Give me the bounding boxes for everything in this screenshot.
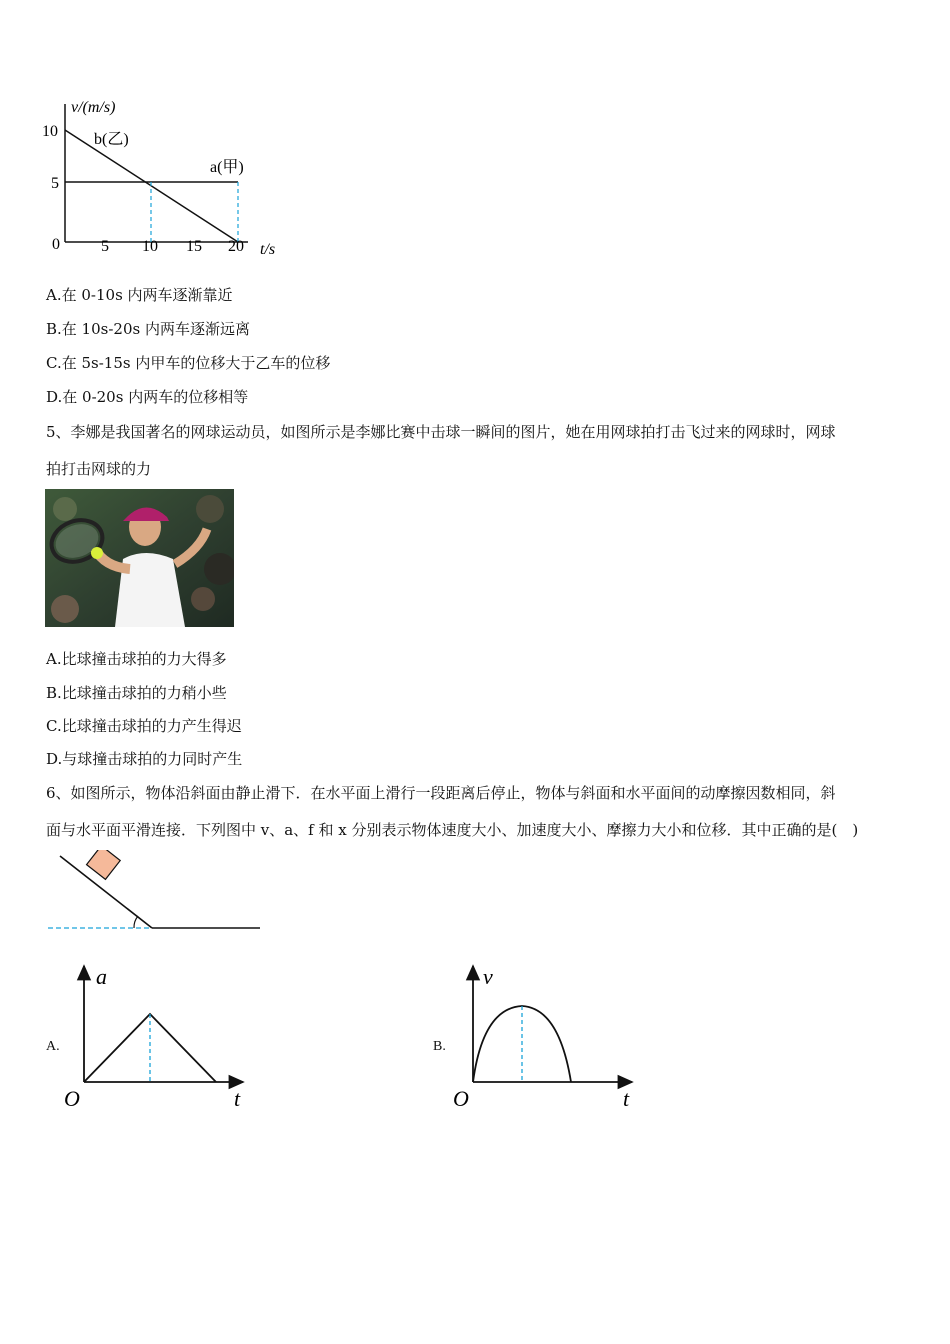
- x-tick-15: 15: [186, 238, 202, 255]
- graph-a-y-label: a: [96, 964, 107, 989]
- q5-question-line1: 5、李娜是我国著名的网球运动员，如图所示是李娜比赛中击球一瞬间的图片，她在用网球拍打击飞过来的网球时，网球: [46, 423, 836, 441]
- y-axis-label: v/(m/s): [71, 99, 116, 116]
- q6-question-line2: 面与水平面平滑连接．下列图中 v、a、f 和 x 分别表示物体速度大小、加速度大小、摩擦力大小和位移．其中正确的是( ): [46, 821, 859, 839]
- q6-option-b-label: B.: [433, 1039, 446, 1054]
- tennis-player-photo: [45, 489, 234, 627]
- q5-option-a: A.比球撞击球拍的力大得多: [46, 650, 227, 668]
- q6-option-a-label: A.: [46, 1039, 60, 1054]
- q4-option-c: C.在 5s-15s 内甲车的位移大于乙车的位移: [46, 354, 331, 372]
- vt-graph: [38, 92, 288, 262]
- q4-option-b: B.在 10s-20s 内两车逐渐远离: [46, 320, 250, 338]
- y-tick-10: 10: [42, 123, 58, 140]
- incline-diagram: [46, 850, 266, 935]
- x-axis-label: t/s: [260, 241, 276, 258]
- graph-a-x-label: t: [234, 1086, 241, 1110]
- graph-b-x-label: t: [623, 1086, 630, 1110]
- q5-option-d: D.与球撞击球拍的力同时产生: [46, 750, 243, 768]
- q4-option-d: D.在 0-20s 内两车的位移相等: [46, 388, 249, 406]
- x-tick-5: 5: [101, 238, 109, 255]
- q5-question-line2: 拍打击网球的力: [46, 460, 152, 478]
- q6-question-line1: 6、如图所示，物体沿斜面由静止滑下．在水平面上滑行一段距离后停止，物体与斜面和水平面间的动摩擦因数相同，斜: [46, 784, 836, 802]
- graph-a-origin: O: [64, 1086, 80, 1110]
- q5-option-b: B.比球撞击球拍的力稍小些: [46, 684, 227, 702]
- y-tick-5: 5: [51, 175, 59, 192]
- q4-option-a: A.在 0-10s 内两车逐渐靠近: [46, 286, 233, 304]
- x-tick-20: 20: [228, 238, 244, 255]
- q6-graph-a: [58, 958, 258, 1110]
- x-tick-10: 10: [142, 238, 158, 255]
- graph-b-y-label: v: [483, 964, 493, 989]
- q6-graph-b: [447, 958, 647, 1110]
- line-a-label: a(甲): [210, 159, 244, 176]
- line-b-label: b(乙): [94, 131, 129, 148]
- q5-option-c: C.比球撞击球拍的力产生得迟: [46, 717, 242, 735]
- origin-label: 0: [52, 236, 60, 253]
- graph-b-origin: O: [453, 1086, 469, 1110]
